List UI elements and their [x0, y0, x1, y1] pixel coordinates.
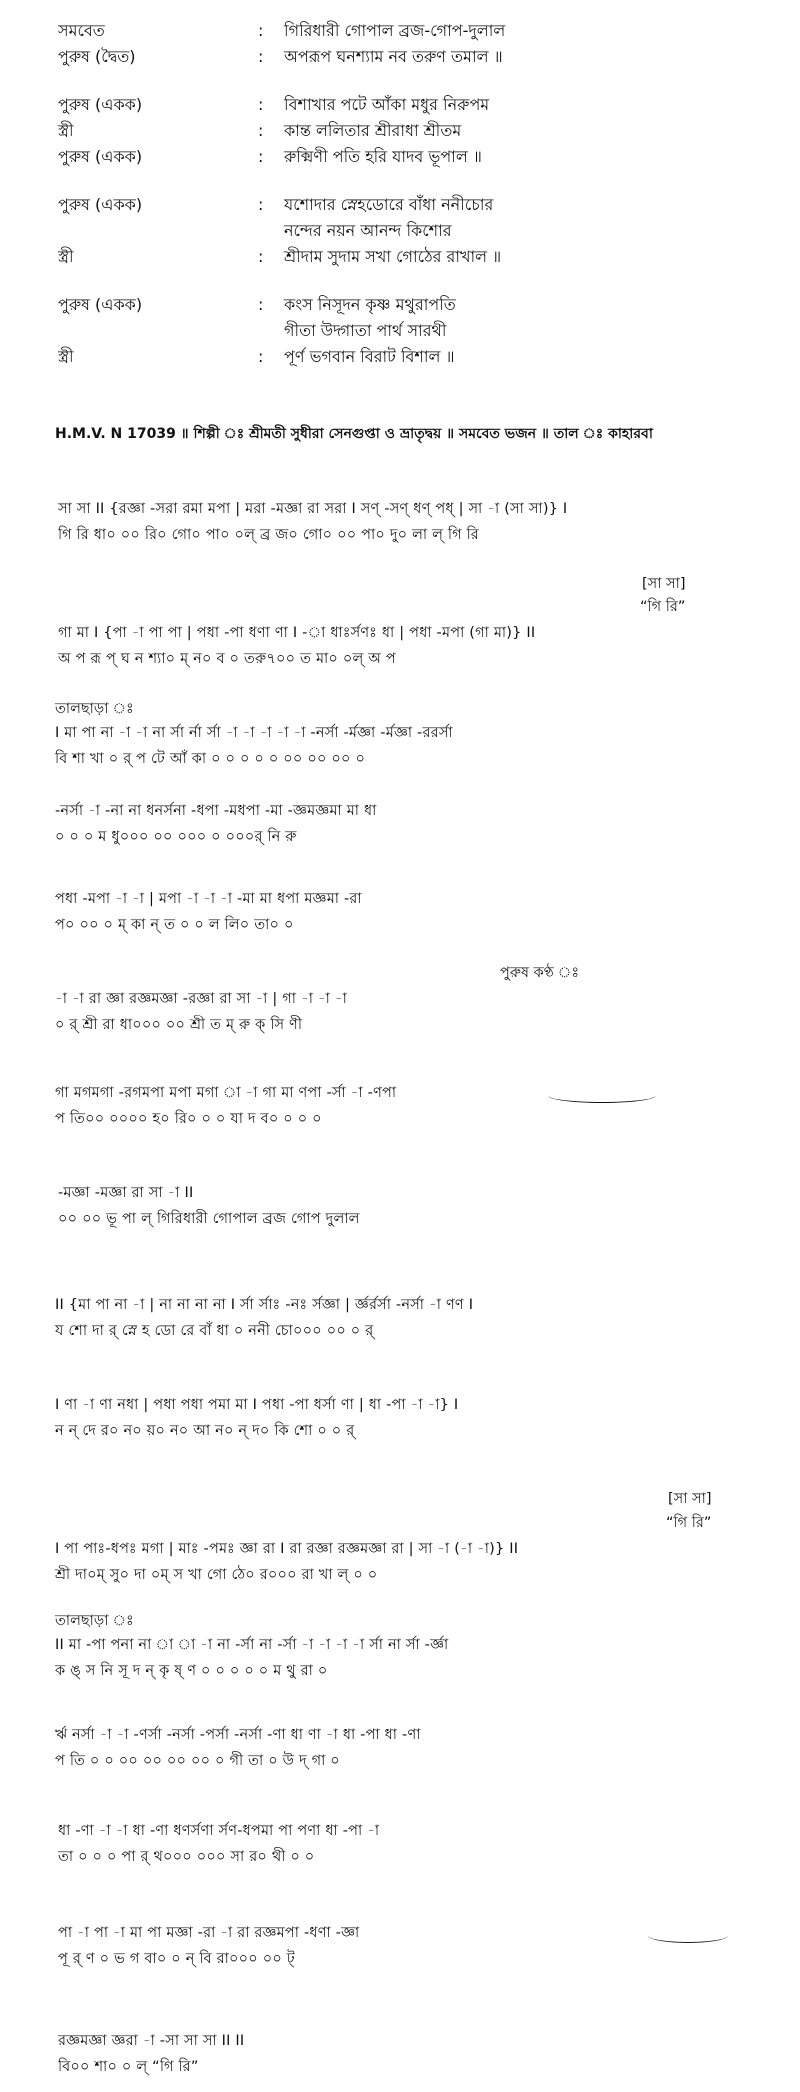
notation-line-14	[0, 1820, 800, 1874]
slur-mark	[648, 1928, 728, 1943]
swara-row: II {মা পা না -া | না না না না I র্সা র্সাঃ -নঃ র্সজ্ঞা | র্জ্ঞর্রর্সা -নর্সা -া ণণ I	[55, 1297, 474, 1313]
swara-row: পা -া পা -া মা পা মজ্ঞা -রা -া রা রজ্ঞমপা -ধণা -জ্ঞা	[58, 1925, 360, 1941]
notation-line-4	[0, 800, 800, 854]
syllable-row: ০০ ০০ ভূ পা ল্ গিরিধারী গোপাল ব্রজ গোপ দুলাল	[58, 1211, 360, 1227]
notation-line-12	[0, 1634, 800, 1688]
section-label: তালছাড়া ঃ	[55, 1613, 134, 1629]
swara-row: সা সা II {রজ্ঞা -সরা রমা মপা | মরা -মজ্ঞা রা সরা I সণ্ -সণ্ ধণ্ পধ্ | সা -া (সা সা)} I	[58, 501, 568, 517]
syllable-row: ০ ০ ০ ম ধু০০০ ০০ ০০০ ০ ০০০র্ নি রু	[55, 829, 297, 845]
swara-row: রজ্ঞমজ্ঞা জ্ঞরা -া -সা সা সা II II	[58, 2033, 245, 2049]
colon: :	[258, 295, 264, 314]
swara-row: I পা পাঃ-ধপঃ মগা | মাঃ -পমঃ জ্ঞা রা I রা রজ্ঞা রজ্ঞমজ্ঞা রা | সা -া (-া -া)} II	[55, 1541, 519, 1557]
colon: :	[258, 95, 264, 114]
syllable-row: অ প রূ প্ ঘ ন শ্যা০ ম্ ন০ ব ০ তরু৭০০ ত মা০ ০ল্ অ প	[58, 651, 396, 667]
syllable-row: ক ঙ্ স নি সূ দ ন্ কৃ ষ্ ণ ০ ০ ০ ০ ০ ম থু রা ০	[55, 1663, 328, 1679]
notation-line-5	[0, 888, 800, 942]
lyrics-section	[58, 18, 778, 392]
lyric-line	[58, 18, 778, 44]
colon: :	[258, 121, 264, 140]
lyric-line	[58, 244, 778, 270]
lyric-group	[58, 92, 778, 170]
colon: :	[258, 347, 264, 366]
syllable-row: শ্রী দা০ম্ সু০ দা ০ম্ স খা গো ঠে০ র০০০ রা খা ল্ ০ ০	[55, 1567, 378, 1583]
bracket-note: [সা সা]	[668, 1491, 712, 1507]
lyric-line	[58, 344, 778, 370]
lyric-line	[58, 118, 778, 144]
notation-line-7	[0, 1082, 800, 1136]
lyric-text: রুক্মিণী পতি হরি যাদব ভূপাল ॥	[284, 147, 482, 166]
lyric-line	[58, 318, 778, 344]
singer-role: পুরুষ (একক)	[58, 95, 143, 114]
lyric-text: গিরিধারী গোপাল ব্রজ-গোপ-দুলাল	[284, 21, 506, 40]
notation-line-8	[0, 1182, 800, 1236]
notation-line-9	[0, 1294, 800, 1348]
syllable-row: ন ন্ দে র০ ন০ য়০ ন০ আ ন০ ন্ দ০ কি শো ০ ০ র্	[55, 1423, 355, 1439]
syllable-row: গি রি ধা০ ০০ রি০ গো০ পা০ ০ল্ ব্র জ০ গো০ ০০ পা০ দু০ লা ল্ গি রি	[58, 527, 479, 543]
singer-role: স্ত্রী	[58, 247, 74, 266]
lyric-text: কান্ত ললিতার শ্রীরাধা শ্রীতম	[284, 121, 462, 140]
notation-line-13	[0, 1724, 800, 1778]
singer-role: পুরুষ (দ্বৈত)	[58, 47, 136, 66]
colon: :	[258, 247, 264, 266]
swara-row: I মা পা না -া -া না র্সা র্না র্সা -া -া -া -া -া -নর্সা -র্মজ্ঞা -র্মজ্ঞা -ররর্সা	[55, 725, 453, 741]
swara-row: গা মগমগা -রগমপা মপা মগা া -া গা মা ণপা -র্সা -া -ণপা	[55, 1085, 397, 1101]
lyric-text: শ্রীদাম সুদাম সখা গোঠের রাখাল ॥	[284, 247, 502, 266]
syllable-row: য শো দা র্ স্নে হ ডো রে বাঁ ধা ০ ননী চো০০০ ০০ ০ র্	[55, 1323, 374, 1339]
record-info: H.M.V. N 17039 ॥ শিল্পী ঃ শ্রীমতী সুধীরা সেনগুপ্তা ও ভ্রাতৃদ্বয় ॥ সমবেত ভজন ॥ তাল ঃ কাহারবা	[55, 426, 653, 442]
notation-line-3	[0, 722, 800, 776]
section-label: পুরুষ কণ্ঠ ঃ	[500, 965, 580, 981]
lyric-group	[58, 292, 778, 370]
swara-row: -া -া রা জ্ঞা রজ্ঞমজ্ঞা -রজ্ঞা রা সা -া | গা -া -া -া	[55, 991, 348, 1007]
lyric-text: নন্দের নয়ন আনন্দ কিশোর	[284, 221, 452, 240]
lyric-group	[58, 192, 778, 270]
syllable-row: প তি০০ ০০০০ হ০ রি০ ০ ০ যা দ ব০ ০ ০ ০	[55, 1111, 322, 1127]
lyric-text: গীতা উদ্গাতা পার্থ সারথী	[284, 321, 447, 340]
section-label: তালছাড়া ঃ	[55, 701, 134, 717]
lyric-line	[58, 292, 778, 318]
syllable-row: বি শা খা ০ র্ প টে আঁ কা ০ ০ ০ ০ ০ ০০ ০০ ০০ ০	[55, 751, 366, 767]
singer-role: স্ত্রী	[58, 121, 74, 140]
colon: :	[258, 21, 264, 40]
singer-role: পুরুষ (একক)	[58, 147, 143, 166]
lyric-line	[58, 192, 778, 218]
lyric-text: পূর্ণ ভগবান বিরাট বিশাল ॥	[284, 347, 455, 366]
colon: :	[258, 147, 264, 166]
swara-row: র্ঋ নর্সা -া -া -ণর্সা -নর্সা -পর্সা -নর্সা -ণা ধা ণা -া ধা -পা ধা -ণা	[55, 1727, 421, 1743]
lyric-text: বিশাখার পটে আঁকা মধুর নিরুপম	[284, 95, 490, 114]
lyric-text: অপরূপ ঘনশ্যাম নব তরুণ তমাল ॥	[284, 47, 503, 66]
swara-row: I ণা -া ণা নধা | পধা পধা পমা মা I পধা -পা ধর্সা ণা | ধা -পা -া -া} I	[55, 1397, 459, 1413]
swara-row: গা মা I {পা -া পা পা | পধা -পা ধণা ণা I -া ধাঃর্সণঃ ধা | পধা -মপা (গা মা)} II	[58, 625, 536, 641]
bracket-note: [সা সা]	[642, 576, 686, 592]
lyric-line	[58, 44, 778, 70]
singer-role: পুরুষ (একক)	[58, 195, 143, 214]
notation-line-10	[0, 1394, 800, 1448]
singer-role: স্ত্রী	[58, 347, 74, 366]
swara-row: পধা -মপা -া -া | মপা -া -া -া -মা মা ধপা মজ্ঞমা -রা	[55, 891, 362, 907]
colon: :	[258, 47, 264, 66]
swara-row: -নর্সা -া -না না ধনর্সনা -ধপা -মধপা -মা -জ্ঞমজ্ঞমা মা ধা	[55, 803, 377, 819]
notation-line-1	[0, 498, 800, 552]
syllable-row: প০ ০০ ০ ম্ কা ন্ ত ০ ০ ল লি০ তা০ ০	[55, 917, 294, 933]
syllable-row: ০ র্ শ্রী রা ধা০০০ ০০ শ্রী ত ম্ রু ক্ সি ণী	[55, 1017, 303, 1033]
notation-line-11	[0, 1538, 800, 1592]
notation-line-6	[0, 988, 800, 1042]
lyric-text: কংস নিসূদন কৃষ্ণ মথুরাপতি	[284, 295, 456, 314]
lyric-line	[58, 92, 778, 118]
colon: :	[258, 195, 264, 214]
lyric-group	[58, 18, 778, 70]
singer-role: পুরুষ (একক)	[58, 295, 143, 314]
syllable-row: পূ র্ ণ ০ ভ গ বা০ ০ ন্ বি রা০০০ ০০ ট্	[58, 1951, 295, 1967]
bracket-lyric: “গি রি”	[640, 599, 686, 615]
lyric-line	[58, 218, 778, 244]
lyric-text: যশোদার স্নেহডোরে বাঁধা ননীচোর	[284, 195, 494, 214]
bracket-lyric: “গি রি”	[666, 1515, 712, 1531]
notation-line-2	[0, 622, 800, 676]
swara-row: -মজ্ঞা -মজ্ঞা রা সা -া II	[58, 1185, 194, 1201]
notation-line-16	[0, 2030, 800, 2084]
swara-row: II মা -পা পনা না া া -া না -র্সা না -র্সা -া -া -া -া র্সা না র্সা -র্জ্ঞা	[55, 1637, 449, 1653]
syllable-row: প তি ০ ০ ০০ ০০ ০০ ০০ ০ গী তা ০ উ দ্ গা ০	[55, 1753, 340, 1769]
singer-role: সমবেত	[58, 21, 105, 40]
syllable-row: বি০০ শা০ ০ ল্ “গি রি”	[58, 2059, 199, 2075]
lyric-line	[58, 144, 778, 170]
swara-row: ধা -ণা -া -া ধা -ণা ধণর্সণা র্সণ-ধপমা পা পণা ধা -পা -া	[58, 1823, 380, 1839]
slur-mark	[548, 1088, 656, 1103]
syllable-row: তা ০ ০ ০ পা র্ থ০০০ ০০০ সা র০ থী ০ ০	[58, 1849, 315, 1865]
